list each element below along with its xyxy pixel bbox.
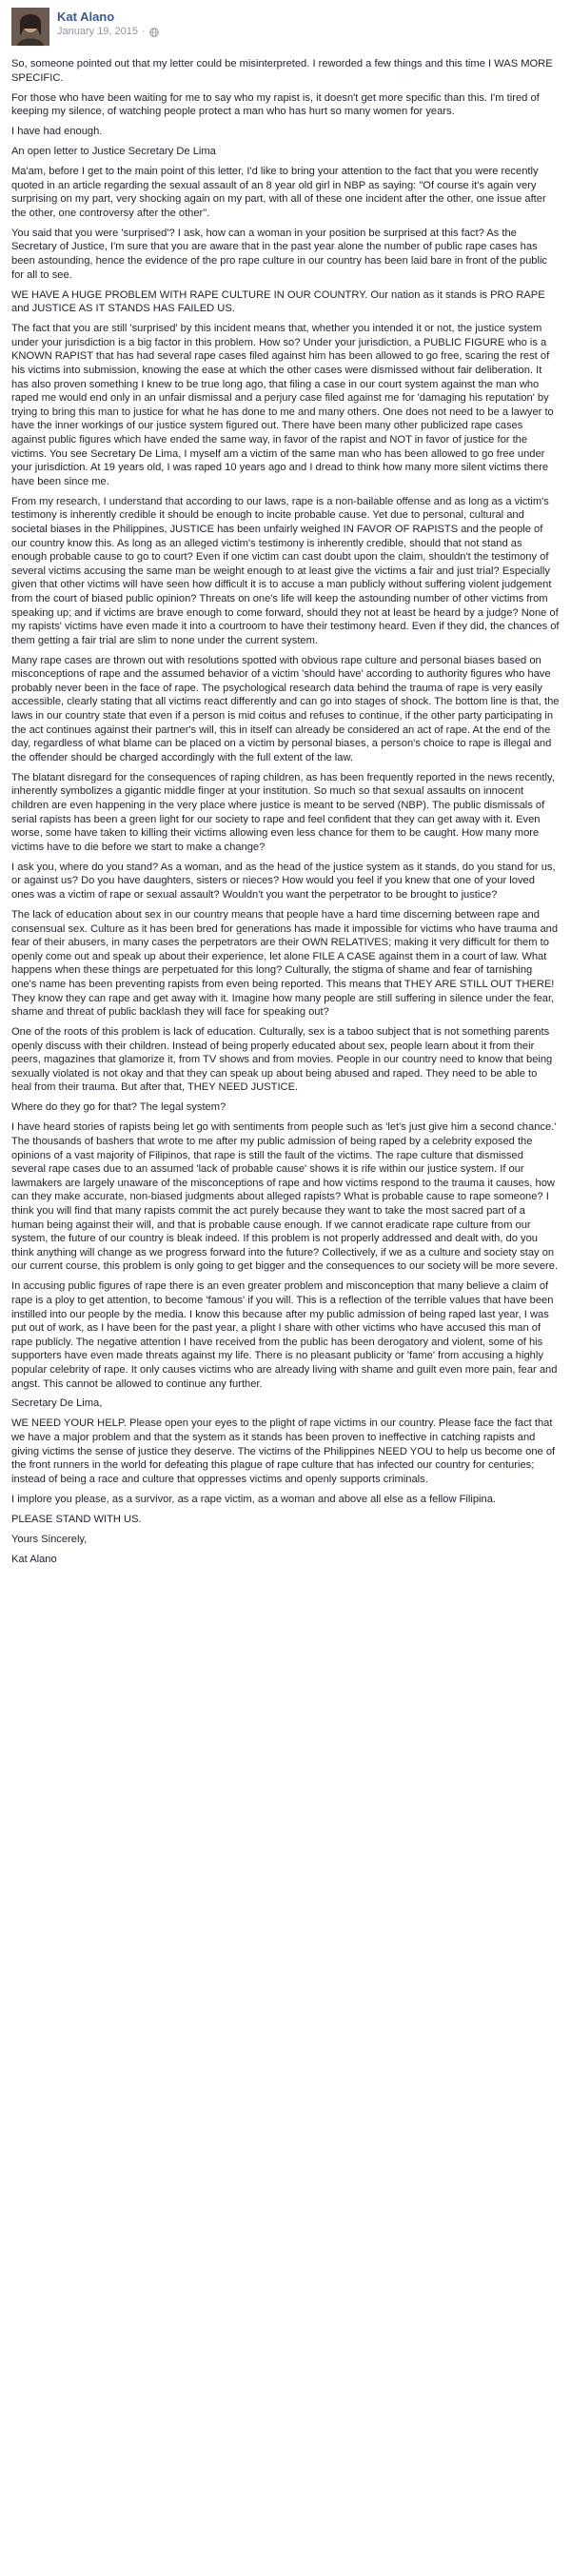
- avatar[interactable]: [11, 8, 49, 46]
- post-paragraph: For those who have been waiting for me to say who my rapist is, it doesn't get more specific than this. I'm tired of keeping my silence, of watching people protect a man who has hurt so many women for years.: [11, 91, 540, 118]
- post-paragraph: Where do they go for that? The legal system?: [11, 1101, 226, 1114]
- post-paragraph: An open letter to Justice Secretary De Lima: [11, 146, 216, 158]
- post-paragraph: Ma'am, before I get to the main point of this letter, I'd like to bring your attention to the fact that you were recently quoted in an article regarding the sexual assault of an 8 year old girl in NBP as saying: "Of course it's again very surprising on my part, very shocking again on my part, with all of these one incident after the other, one issue after the other, one controversy after the other".: [11, 166, 546, 219]
- post-paragraph: Many rape cases are thrown out with resolutions spotted with obvious rape culture and personal biases based on misconceptions of rape and the assumed behavior of a victim 'should have' according to authority figures who have probably never been in the face of rape. The psychological research data behind the trauma of rape is very easily accessible, clearly stating that all victims react differently and can go into stages of shock. The bottom line is that, the laws in our country state that even if a person is mid coitus and refuses to continue, if the other party participating in the act continues against their partner's will, this in itself can already be considered an act of rape. At the end of the day, regardless of what blame can be placed on a victim by personal biases, a person's choice to rape is illegal and the offender should be charged accordingly with the full extent of the law.: [11, 654, 560, 763]
- profile-photo-icon: [11, 8, 49, 46]
- post-paragraph: Yours Sincerely,: [11, 1533, 88, 1545]
- post-meta: [57, 25, 159, 39]
- post-paragraph: The fact that you are still 'surprised' by this incident means that, whether you intended it or not, the justice system under your jurisdiction is a big factor in this problem. How so? Under your jurisdiction, a PUBLIC FIGURE who is a KNOWN RAPIST that has had several rape cases filed against him has been allowed to go free, scaring the rest of his victims into submission, knowing the ease at which the other cases were dismissed without fair deliberation. It has also proven something I knew to be true long ago, that filing a case in our court system against the man who raped me would end only in an unfair dismissal and a perjury case filed against me for 'damaging his reputation' by trying to bring this man to justice for what he has done to me and many others. One does not need to be a lawyer to have the inner workings of our justice system figured out. There have been many other publicized rape cases against public figures which have ended the same way, in favor of the rapist and NOT in favor of justice for the victims. You see Secretary De Lima, I myself am a victim of the same man who has been allowed to go free under your jurisdiction. At 19 years old, I was raped 10 years ago and I dread to think how many more silent victims there have been since me.: [11, 323, 554, 487]
- post-paragraph: You said that you were 'surprised'? I ask, how can a woman in your position be surprised at this fact? As the Secretary of Justice, I'm sure that you are aware that in the past year alone the number of public rape cases has been astounding, hence the evidence of the pro rape culture in our country has been laid bare in front of the public for all to see.: [11, 227, 547, 281]
- meta-separator: ·: [142, 26, 146, 37]
- post-paragraph: I have had enough.: [11, 126, 103, 138]
- post-paragraph: I have heard stories of rapists being let go with sentiments from people such as 'let's just give him a second chance.' The thousands of bashers that wrote to me after my public admission of being raped by a celebrity exposed the opinions of a vast majority of Filipinos, that rape is still the fault of the victims. The rape culture that dismissed several rape cases due to an assumed 'lack of probable cause' shows it is rife within our justice system. If our lawmakers are largely unaware of the misconceptions of rape and how victims respond to the trauma it causes, how can they make accurate, non-biased judgments about alleged rapists? What is probable cause to rape someone? I think you will find that many rapists commit the act purely because they want to take the most sacred part of a human being against their will, and that is probable cause enough. If we cannot eradicate rape culture from our system, the future of our country is bleak indeed. If this problem is not properly addressed and dealt with, do you think anything will change as we progress forward into the future? Collectively, if we as a culture and society stay on our current course, this problem is only going to get bigger and the consequences to our society will be more severe.: [11, 1121, 559, 1273]
- post-paragraph: PLEASE STAND WITH US.: [11, 1513, 142, 1525]
- post-body: [11, 57, 560, 1566]
- post-paragraph: WE NEED YOUR HELP. Please open your eyes to the plight of rape victims in our country. Please face the fact that we have a major problem and that the system as it stands has been proven to ineffective in catching rapists and giving victims the sense of justice they deserve. The victims of the Philippines NEED YOU to help us become one of the front runners in the world for defeating this plague of rape culture that has infected our country for centuries; instead of being a race and culture that oppresses victims and openly supports criminals.: [11, 1417, 556, 1485]
- post-paragraph: I implore you please, as a survivor, as a rape victim, as a woman and above all else as a fellow Filipina.: [11, 1493, 497, 1505]
- post-paragraph: From my research, I understand that according to our laws, rape is a non-bailable offense and as long as a victim's testimony is inherently credible it should be enough to incite probable cause. Yet due to personal, cultural and societal biases in the Philippines, JUSTICE has been unfairly weighed IN FAVOR OF RAPISTS and the people of our country know this. As long as an alleged victim's testimony is inherently credible, should that not stand as enough probable cause to go to court? Even if one victim can cast doubt upon the claim, shouldn't the testimony of several victims accusing the same man be weight enough to at least give the victims a fair and just trial? Especially given that other victims will have seen how difficult it is to accuse a man publicly without suffering violent judgement from the court of biased public opinion? Threats on one's life will keep the astounding number of other victims from speaking up; and if victims are brave enough to come forward, should they not at least be heard by a judge? None of my rapists' victims have even made it into a courtroom to have their testimony heard. Even if they did, the chances of them getting a fair trial are slim to none under the current system.: [11, 495, 560, 646]
- post-paragraph: In accusing public figures of rape there is an even greater problem and misconception that many believe a claim of rape is a ploy to get attention, to become 'famous' if you will. This is a reflection of the terrible values that have been instilled into our people by the media. I know this because after my public admission of being raped last year, I was put out of work, as I have been for the past year, a plight I share with other victims who have accused this man of rape publicly. The negative attention I have received from the public has been derogatory and violent, some of his supporters have even made threats against my life. There is no pleasant publicity or 'fame' from accusing a highly popular celebrity of rape. It only causes victims who are already living with shame and guilt even more pain, fear and angst. This cannot be allowed to continue any further.: [11, 1280, 558, 1390]
- author-name[interactable]: Kat Alano: [57, 10, 115, 24]
- post-paragraph: Secretary De Lima,: [11, 1397, 103, 1410]
- post-date[interactable]: January 19, 2015: [57, 26, 139, 37]
- post-paragraph: Kat Alano: [11, 1553, 57, 1565]
- post-paragraph: One of the roots of this problem is lack of education. Culturally, sex is a taboo subject that is not something parents openly discuss with their children. Instead of being properly educated about sex, people learn about it from their peers, magazines that glamorize it, from TV shows and from movies. People in our country need to know that being sexually violated is not okay and that they can speak up about being abused and raped. They need to be able to heal from their trauma. But after that, THEY NEED JUSTICE.: [11, 1026, 553, 1094]
- post-paragraph: WE HAVE A HUGE PROBLEM WITH RAPE CULTURE IN OUR COUNTRY. Our nation as it stands is PRO RAPE and JUSTICE AS IT STANDS HAS FAILED US.: [11, 288, 545, 315]
- post-header-text: [57, 10, 159, 39]
- post-header: [11, 8, 560, 51]
- globe-icon[interactable]: [149, 28, 159, 37]
- post-paragraph: The blatant disregard for the consequences of raping children, as has been frequently reported in the news recently, inherently symbolizes a gigantic middle finger at your institution. So much so that sexual assaults on innocent children are even happening in the very place where justice is meant to be served (NBP). The public dismissals of serial rapists has been a green light for our society to rape and feel confident that they can get away with it. Even worse, some have taken to killing their victims allowing even less chance for them to be caught. How many more victims have to die before we start to make a change?: [11, 771, 555, 853]
- post-paragraph: So, someone pointed out that my letter could be misinterpreted. I reworded a few things and this time I WAS MORE SPECIFIC.: [11, 58, 553, 84]
- post-paragraph: I ask you, where do you stand? As a woman, and as the head of the justice system as it stands, do you stand for us, or against us? Do you have daughters, sisters or nieces? How would you feel if you knew that one of your loved ones was a victim of rape or sexual assault? Wouldn't you want the perpetrator to be brought to justice?: [11, 861, 556, 901]
- post-paragraph: The lack of education about sex in our country means that people have a hard time discerning between rape and consensual sex. Culture as it has been bred for generations has made it impossible for victims who have trauma and fear of their abusers, in many cases the perpetrators are their OWN RELATIVES; making it very difficult for them to openly come out and speak up about their experience, let alone FILE A CASE against them in a court of law. What happens when these things are perpetuated for this long? Culturally, the stigma of shame and fear of tarnishing one's name has been preventing rapists from even being reported. This means that THEY ARE STILL OUT THERE! They know they can rape and get away with it. Imagine how many people are still suffering in silence under the fear, shame and threat of public backlash they will face for speaking out?: [11, 908, 559, 1019]
